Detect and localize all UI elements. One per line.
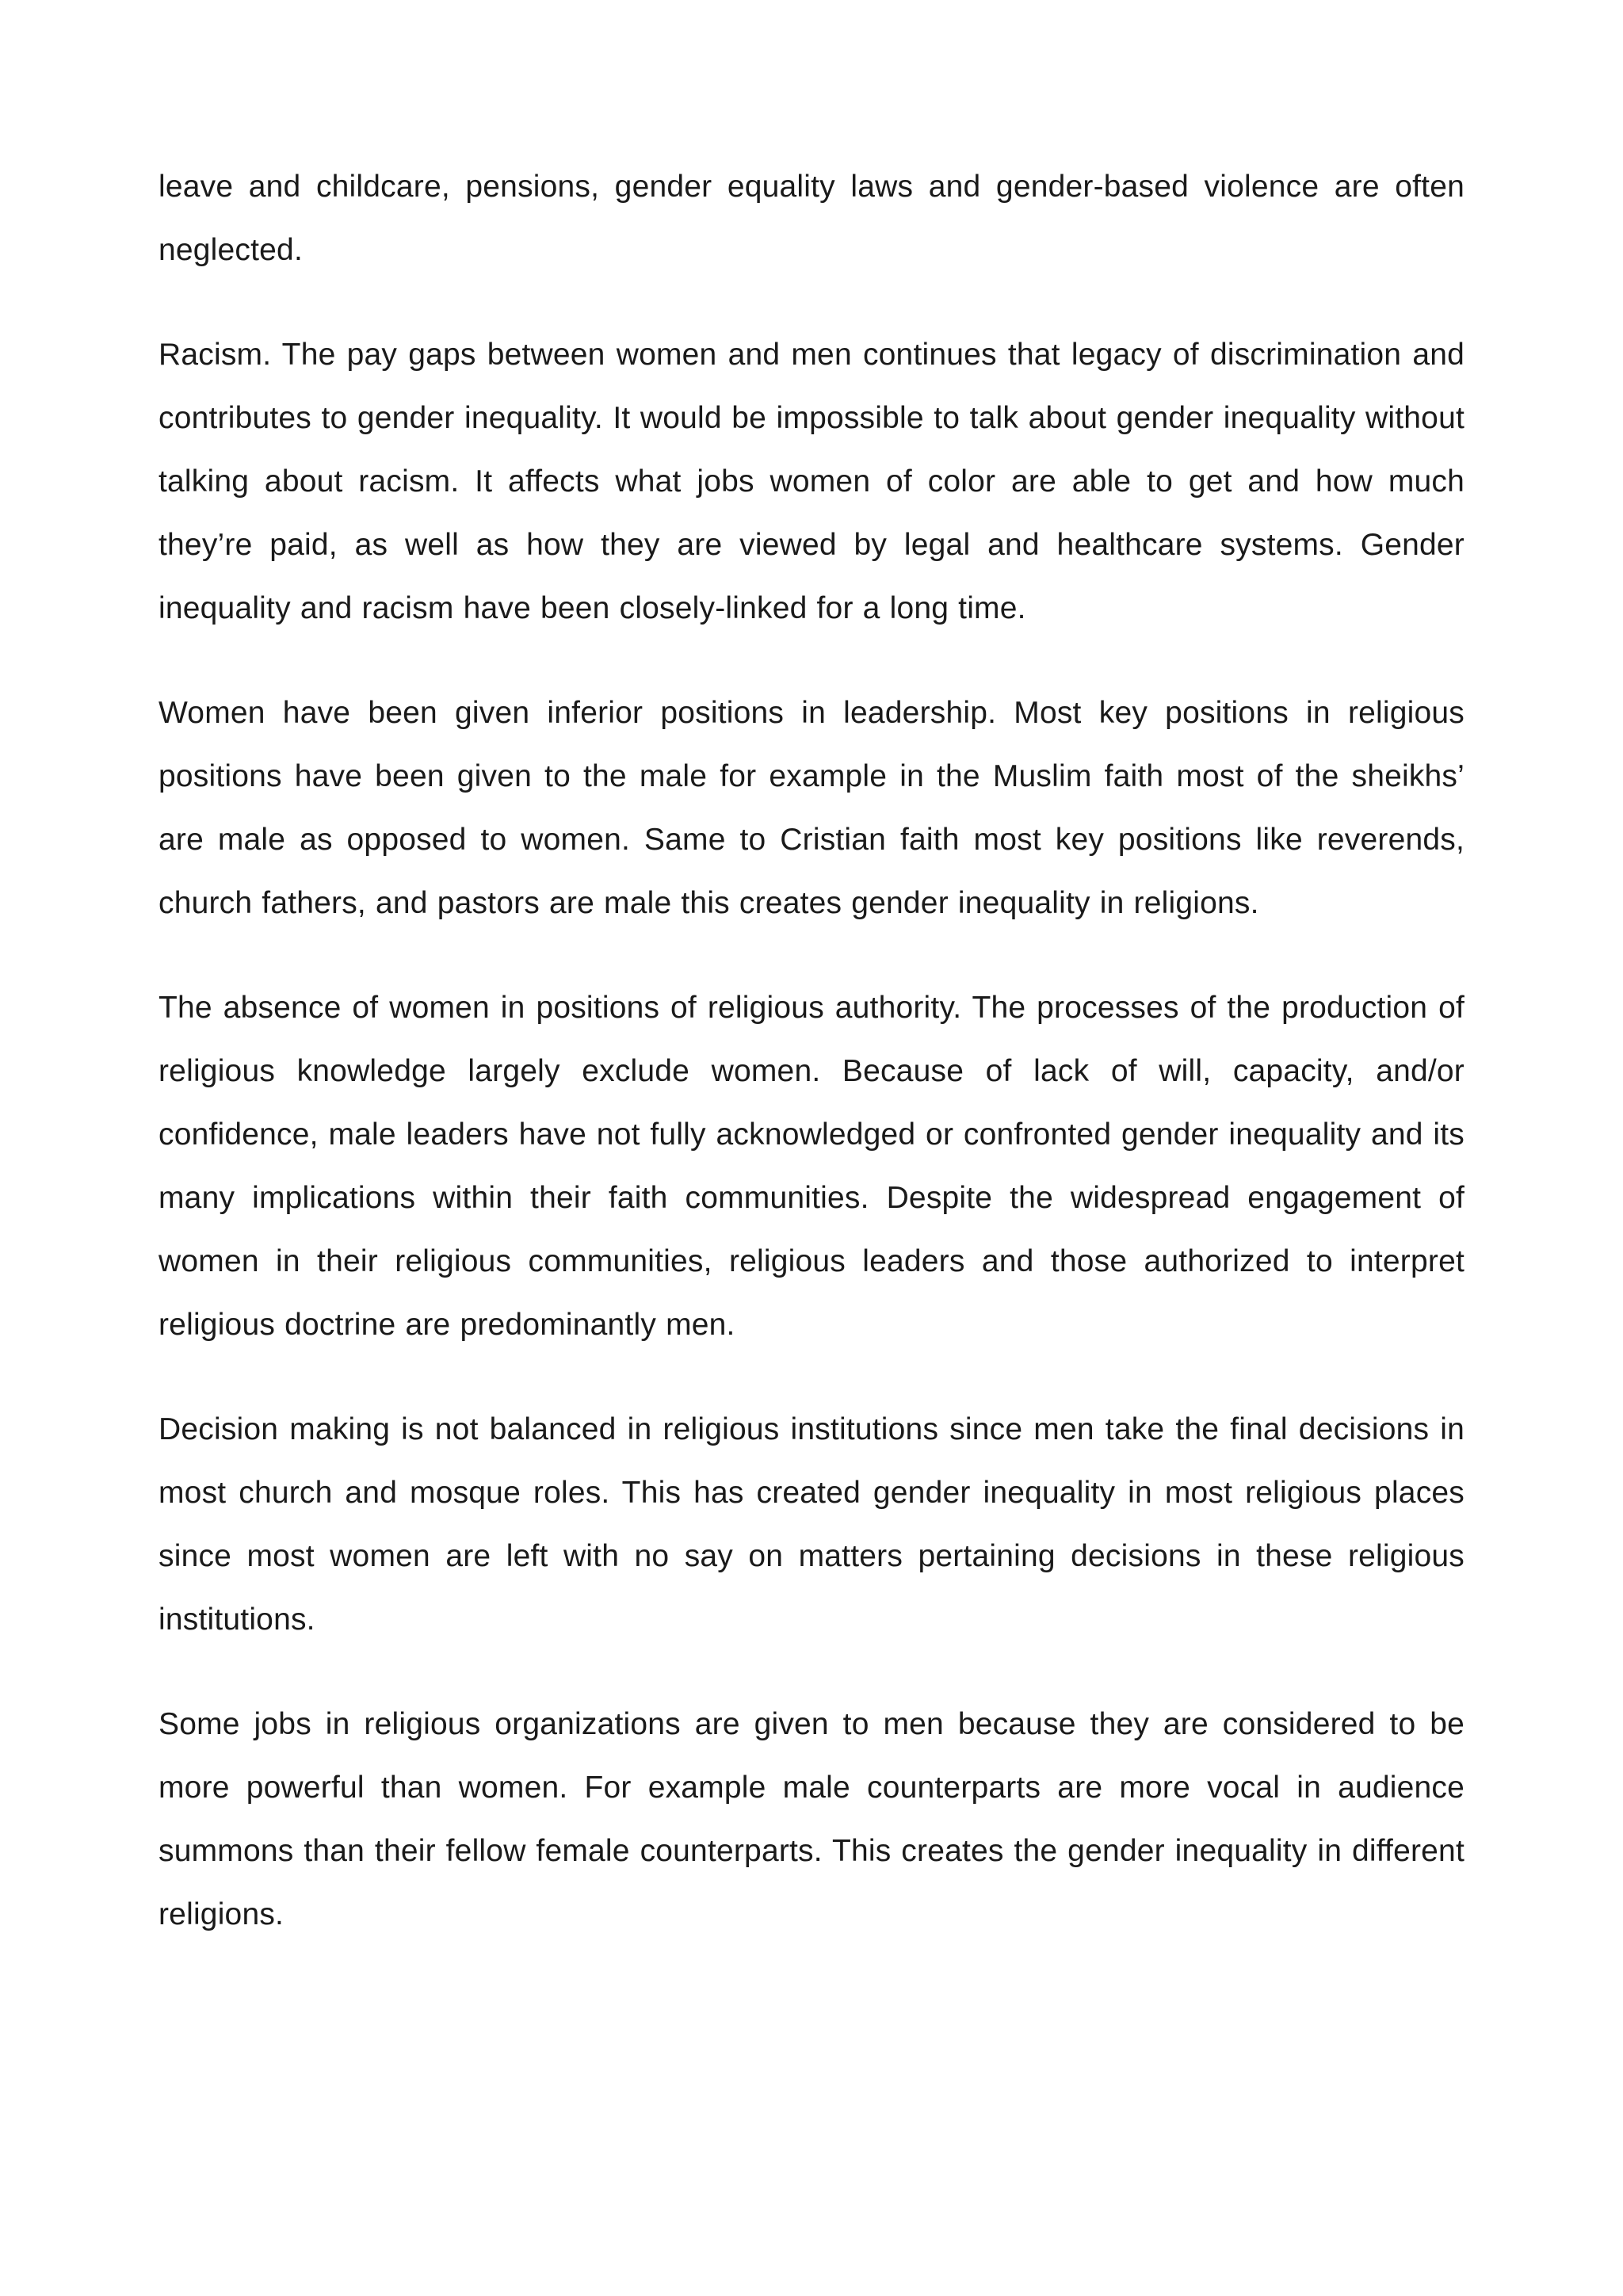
paragraph: Women have been given inferior positions in leadership. Most key positions in religious positions have been given to the male for example in the Muslim faith most of the sheikhs’ are male as opposed to women. Same to Cristian faith most key positions like reverends, church fathers, and pastors are male this creates gender inequality in religions.: [158, 696, 1465, 920]
paragraph: leave and childcare, pensions, gender equality laws and gender-based violence are often neglected.: [158, 170, 1465, 267]
paragraph: The absence of women in positions of religious authority. The processes of the production of religious knowledge largely exclude women. Because of lack of will, capacity, and/or confidence, male leaders have not fully acknowledged or confronted gender inequality and its many implications within their faith communities. Despite the widespread engagement of women in their religious communities, religious leaders and those authorized to interpret religious doctrine are predominantly men.: [158, 991, 1465, 1342]
paragraph: Racism. The pay gaps between women and men continues that legacy of discrimination and contributes to gender inequality. It would be impossible to talk about gender inequality without talking about racism. It affects what jobs women of color are able to get and how much they’re paid, as well as how they are viewed by legal and healthcare systems. Gender inequality and racism have been closely-linked for a long time.: [158, 338, 1465, 625]
paragraph: Decision making is not balanced in religious institutions since men take the final decisions in most church and mosque roles. This has created gender inequality in most religious places since most women are left with no say on matters pertaining decisions in these religious institutions.: [158, 1412, 1465, 1637]
paragraph: Some jobs in religious organizations are given to men because they are considered to be more powerful than women. For example male counterparts are more vocal in audience summons than their fellow female counterparts. This creates the gender inequality in different religions.: [158, 1707, 1465, 1931]
document-body: [158, 155, 1465, 1946]
